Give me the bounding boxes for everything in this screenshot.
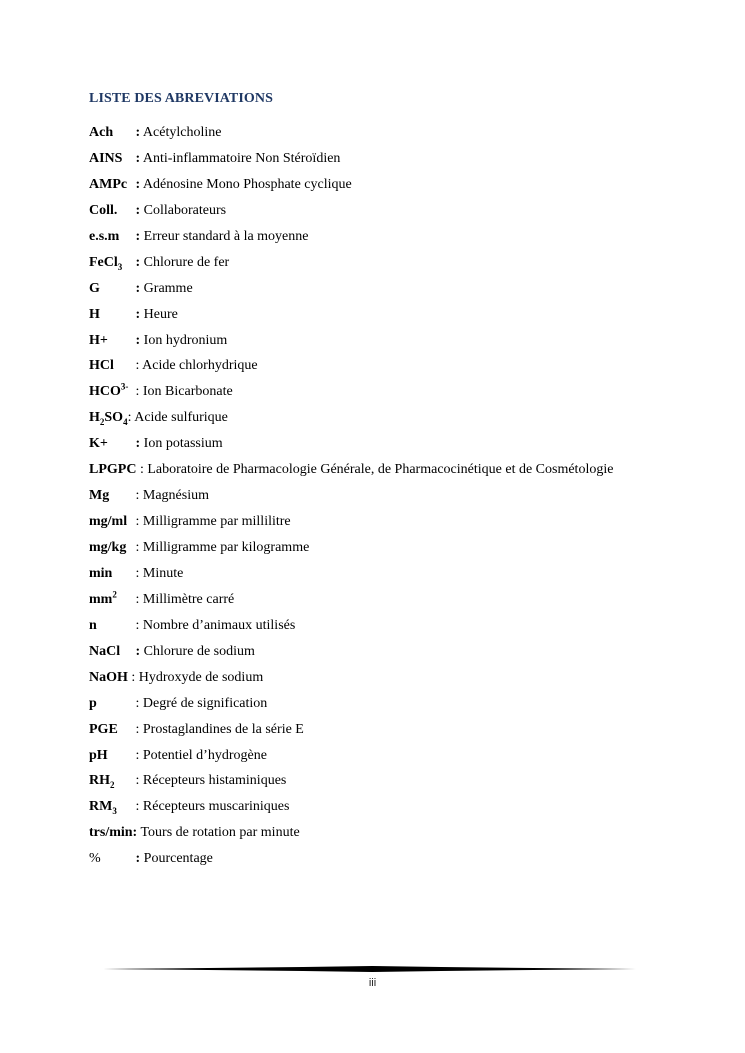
- abbreviation-list: [89, 124, 709, 876]
- abbreviation-term: [89, 772, 132, 790]
- abbreviation-row: [89, 824, 709, 850]
- abbreviation-term: H+: [89, 332, 108, 348]
- term-base: mm: [89, 591, 113, 607]
- abbreviation-term: PGE: [89, 721, 118, 737]
- term-base: RH: [89, 773, 110, 789]
- abbreviation-separator: :: [135, 254, 141, 270]
- abbreviation-term: H: [89, 306, 100, 322]
- abbreviation-definition: Heure: [143, 306, 178, 322]
- abbreviation-separator: :: [135, 176, 141, 192]
- abbreviation-row: [89, 487, 709, 513]
- abbreviation-row: [89, 643, 709, 669]
- term-subscript: 2: [110, 780, 115, 791]
- abbreviation-separator: :: [135, 306, 141, 322]
- abbreviation-definition: Minute: [142, 565, 184, 581]
- abbreviation-row: [89, 850, 709, 876]
- term-part: H: [89, 410, 100, 426]
- term-base: FeCl: [89, 254, 118, 270]
- abbreviation-separator: :: [135, 436, 141, 452]
- abbreviation-term: Ach: [89, 125, 114, 140]
- abbreviation-term: HCl: [89, 358, 114, 374]
- abbreviation-definition: Acide sulfurique: [134, 410, 228, 426]
- abbreviation-definition: Pourcentage: [143, 851, 213, 867]
- term-superscript: 3-: [120, 381, 129, 392]
- abbreviation-row: [89, 747, 709, 773]
- abbreviation-definition: Prostaglandines de la série E: [142, 721, 304, 737]
- term-superscript: 2: [112, 589, 117, 600]
- abbreviation-term: pH: [89, 747, 108, 763]
- abbreviation-row: [89, 254, 709, 280]
- abbreviation-row: [89, 669, 709, 695]
- abbreviation-term: mg/ml: [89, 514, 128, 530]
- abbreviation-term: [89, 409, 128, 427]
- abbreviation-definition: Acide chlorhydrique: [142, 358, 258, 374]
- abbreviation-separator: :: [135, 332, 141, 348]
- abbreviation-definition: Magnésium: [142, 488, 209, 504]
- abbreviation-row: [89, 280, 709, 306]
- abbreviation-definition: Adénosine Mono Phosphate cyclique: [142, 176, 352, 192]
- abbreviation-definition: Récepteurs histaminiques: [142, 773, 287, 789]
- abbreviation-definition: Millimètre carré: [142, 591, 235, 607]
- abbreviation-separator: :: [135, 125, 141, 140]
- abbreviation-definition: Collaborateurs: [143, 202, 227, 218]
- abbreviation-term: AMPc: [89, 176, 128, 192]
- abbreviation-separator: :: [135, 384, 140, 400]
- page-title: LISTE DES ABREVIATIONS: [89, 91, 274, 106]
- abbreviation-term: min: [89, 565, 113, 581]
- abbreviation-separator: :: [135, 617, 140, 633]
- abbreviation-term: Mg: [89, 488, 110, 504]
- abbreviation-term: Coll.: [89, 202, 118, 218]
- term-base: RM: [89, 799, 113, 815]
- abbreviation-row: [89, 513, 709, 539]
- abbreviation-term: mg/kg: [89, 540, 127, 555]
- abbreviation-separator: :: [135, 643, 141, 659]
- abbreviation-row: [89, 461, 709, 487]
- abbreviation-definition: Erreur standard à la moyenne: [143, 228, 309, 244]
- abbreviation-term: [89, 383, 132, 401]
- abbreviation-row: [89, 695, 709, 721]
- abbreviation-separator: :: [139, 462, 144, 478]
- abbreviation-definition: Récepteurs muscariniques: [142, 799, 290, 815]
- abbreviation-definition: Milligramme par millilitre: [142, 514, 291, 530]
- abbreviation-definition: Chlorure de fer: [143, 254, 230, 270]
- page-number: iii: [368, 977, 377, 989]
- abbreviation-definition: Tours de rotation par minute: [140, 825, 300, 841]
- abbreviation-definition: Ion Bicarbonate: [142, 384, 233, 400]
- abbreviation-term: NaCl: [89, 643, 121, 659]
- abbreviation-separator: :: [135, 280, 141, 296]
- abbreviation-separator: :: [135, 799, 140, 815]
- term-base: HCO: [89, 384, 121, 400]
- footer-divider: [103, 966, 641, 972]
- abbreviation-definition: Gramme: [143, 280, 193, 296]
- abbreviation-row: [89, 772, 709, 798]
- abbreviation-definition: Ion potassium: [143, 436, 223, 452]
- abbreviation-row: [89, 150, 709, 176]
- abbreviation-definition: Degré de signification: [142, 695, 268, 711]
- abbreviation-row: [89, 435, 709, 461]
- term-subscript: 3: [117, 261, 123, 272]
- abbreviation-term: NaOH: [89, 669, 128, 685]
- abbreviation-definition: Chlorure de sodium: [143, 643, 255, 659]
- abbreviation-term: %: [89, 851, 101, 867]
- term-subscript: 2: [99, 417, 105, 428]
- abbreviation-definition: Milligramme par kilogramme: [142, 540, 310, 555]
- abbreviation-row: [89, 409, 709, 435]
- abbreviation-row: [89, 383, 709, 409]
- abbreviation-term: [89, 591, 132, 609]
- abbreviation-row: [89, 176, 709, 202]
- abbreviation-separator: :: [135, 202, 141, 218]
- abbreviation-term: [89, 254, 132, 272]
- abbreviation-separator: :: [135, 721, 140, 737]
- abbreviation-separator: :: [135, 228, 141, 244]
- abbreviation-separator: :: [127, 410, 132, 426]
- abbreviation-term: G: [89, 280, 100, 296]
- abbreviation-term: LPGPC: [89, 462, 137, 478]
- abbreviation-term: p: [89, 695, 97, 711]
- abbreviation-term: [89, 798, 132, 816]
- abbreviation-row: [89, 721, 709, 747]
- abbreviation-separator: :: [135, 488, 140, 504]
- abbreviation-row: [89, 202, 709, 228]
- abbreviation-separator: :: [135, 514, 140, 530]
- abbreviation-row: [89, 228, 709, 254]
- abbreviation-term: n: [89, 617, 97, 633]
- abbreviation-definition: Anti-inflammatoire Non Stéroïdien: [142, 150, 341, 166]
- abbreviation-term: AINS: [89, 150, 123, 166]
- abbreviation-row: [89, 617, 709, 643]
- abbreviation-row: [89, 357, 709, 383]
- abbreviation-separator: :: [135, 851, 141, 867]
- abbreviation-definition: Laboratoire de Pharmacologie Générale, de Pharmacocinétique et de Cosmétologie: [147, 462, 614, 478]
- abbreviation-separator: :: [135, 695, 140, 711]
- term-subscript: 3: [112, 806, 117, 817]
- abbreviation-term: e.s.m: [89, 228, 120, 244]
- abbreviation-definition: Acétylcholine: [142, 125, 222, 140]
- abbreviation-term: K+: [89, 436, 108, 452]
- term-subscript: 4: [123, 417, 128, 428]
- term-part: SO: [104, 410, 124, 426]
- abbreviation-separator: :: [131, 669, 136, 685]
- abbreviation-row: [89, 591, 709, 617]
- abbreviation-separator: :: [135, 150, 141, 166]
- abbreviation-term: trs/min:: [89, 825, 138, 841]
- abbreviation-row: [89, 539, 709, 565]
- abbreviation-separator: :: [135, 773, 140, 789]
- abbreviation-definition: Hydroxyde de sodium: [138, 669, 264, 685]
- abbreviation-separator: :: [135, 591, 140, 607]
- abbreviation-separator: :: [135, 565, 140, 581]
- abbreviation-definition: Potentiel d’hydrogène: [142, 747, 267, 763]
- abbreviation-row: [89, 565, 709, 591]
- abbreviation-separator: :: [135, 540, 140, 555]
- abbreviation-separator: :: [135, 747, 140, 763]
- abbreviation-row: [89, 332, 709, 358]
- abbreviation-row: [89, 124, 709, 150]
- abbreviation-definition: Ion hydronium: [143, 332, 228, 348]
- abbreviation-row: [89, 798, 709, 824]
- abbreviation-definition: Nombre d’animaux utilisés: [142, 617, 296, 633]
- abbreviation-row: [89, 306, 709, 332]
- abbreviation-separator: :: [135, 358, 140, 374]
